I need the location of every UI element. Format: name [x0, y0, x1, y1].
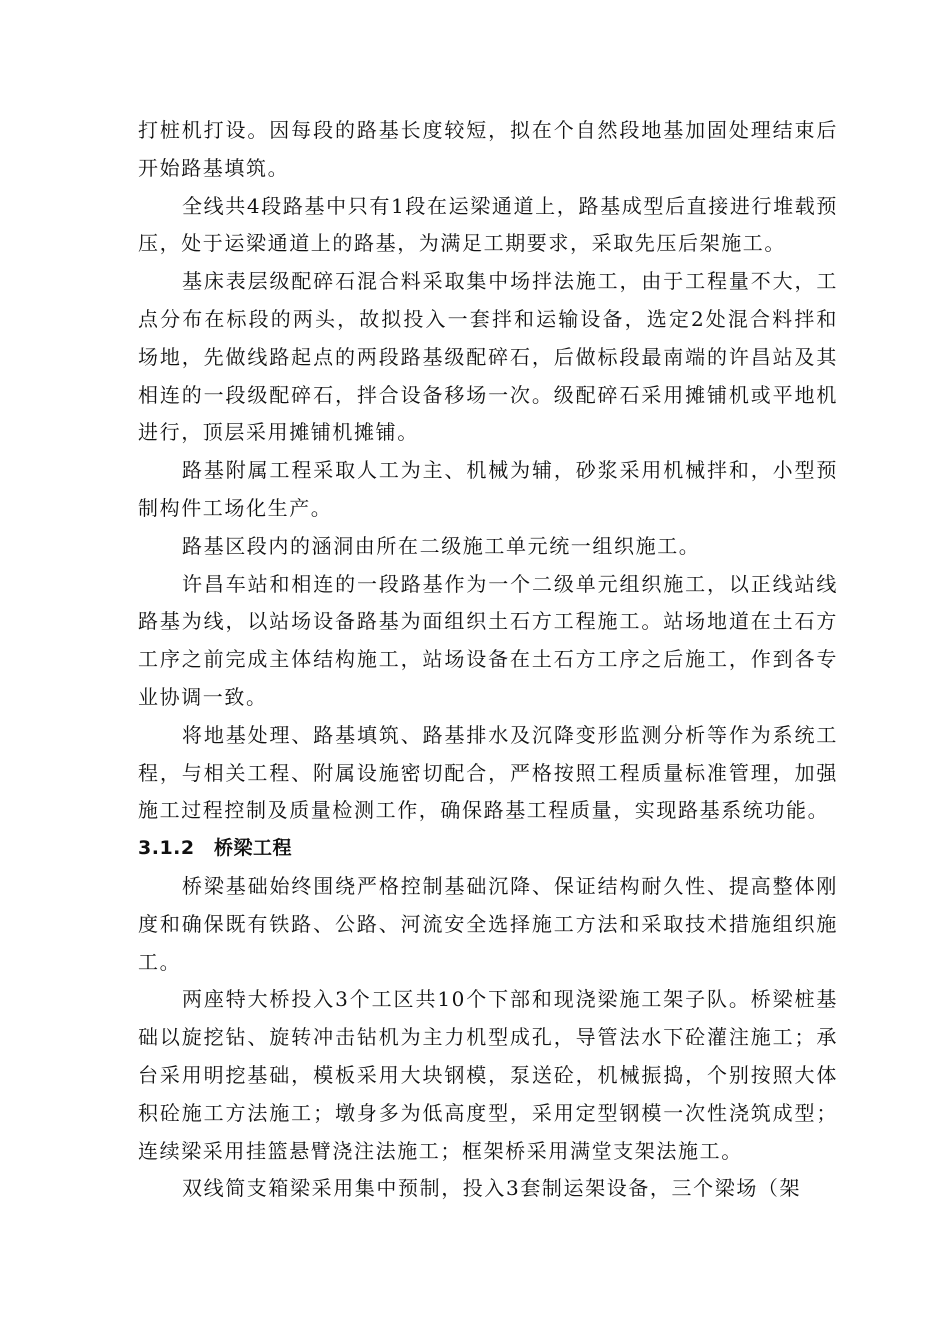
- paragraph-6: 许昌车站和相连的一段路基作为一个二级单元组织施工，以正线站线路基为线，以站场设备路基为面组织土石方工程施工。站场地道在土石方工序之前完成主体结构施工，站场设备在土石方工序之后施工，作到各专业协调一致。: [138, 571, 838, 709]
- paragraph-2: 全线共4段路基中只有1段在运梁通道上，路基成型后直接进行堆载预压，处于运梁通道上的路基，为满足工期要求，采取先压后架施工。: [138, 193, 838, 256]
- section-title: 桥梁工程: [214, 837, 293, 860]
- paragraph-10: 双线简支箱梁采用集中预制，投入3套制运架设备，三个梁场（架: [182, 1176, 802, 1201]
- paragraph-8: 桥梁基础始终围绕严格控制基础沉降、保证结构耐久性、提高整体刚度和确保既有铁路、公路、河流安全选择施工方法和采取技术措施组织施工。: [138, 873, 838, 974]
- section-heading: [138, 830, 838, 868]
- section-number: 3.1.2: [138, 837, 195, 860]
- paragraph-5: 路基区段内的涵洞由所在二级施工单元统一组织施工。: [182, 533, 701, 558]
- paragraph-7: 将地基处理、路基填筑、路基排水及沉降变形监测分析等作为系统工程，与相关工程、附属设施密切配合，严格按照工程质量标准管理，加强施工过程控制及质量检测工作，确保路基工程质量，实现路基系统功能。: [138, 722, 838, 823]
- paragraph-1: 打桩机打设。因每段的路基长度较短，拟在个自然段地基加固处理结束后开始路基填筑。: [138, 118, 838, 180]
- paragraph-9: 两座特大桥投入3个工区共10个下部和现浇梁施工架子队。桥梁桩基础以旋挖钻、旋转冲击钻机为主力机型成孔，导管法水下砼灌注施工；承台采用明挖基础，模板采用大块钢模，泵送砼，机械振捣，个别按照大体积砼施工方法施工；墩身多为低高度型，采用定型钢模一次性浇筑成型；连续梁采用挂篮悬臂浇注法施工；框架桥采用满堂支架法施工。: [138, 987, 838, 1163]
- document-body: [138, 112, 838, 1208]
- paragraph-4: 路基附属工程采取人工为主、机械为辅，砂浆采用机械拌和，小型预制构件工场化生产。: [138, 458, 838, 520]
- paragraph-3: 基床表层级配碎石混合料采取集中场拌法施工，由于工程量不大，工点分布在标段的两头，故拟投入一套拌和运输设备，选定2处混合料拌和场地，先做线路起点的两段路基级配碎石，后做标段最南端的许昌站及其相连的一段级配碎石，拌合设备移场一次。级配碎石采用摊铺机或平地机进行，顶层采用摊铺机摊铺。: [138, 269, 838, 445]
